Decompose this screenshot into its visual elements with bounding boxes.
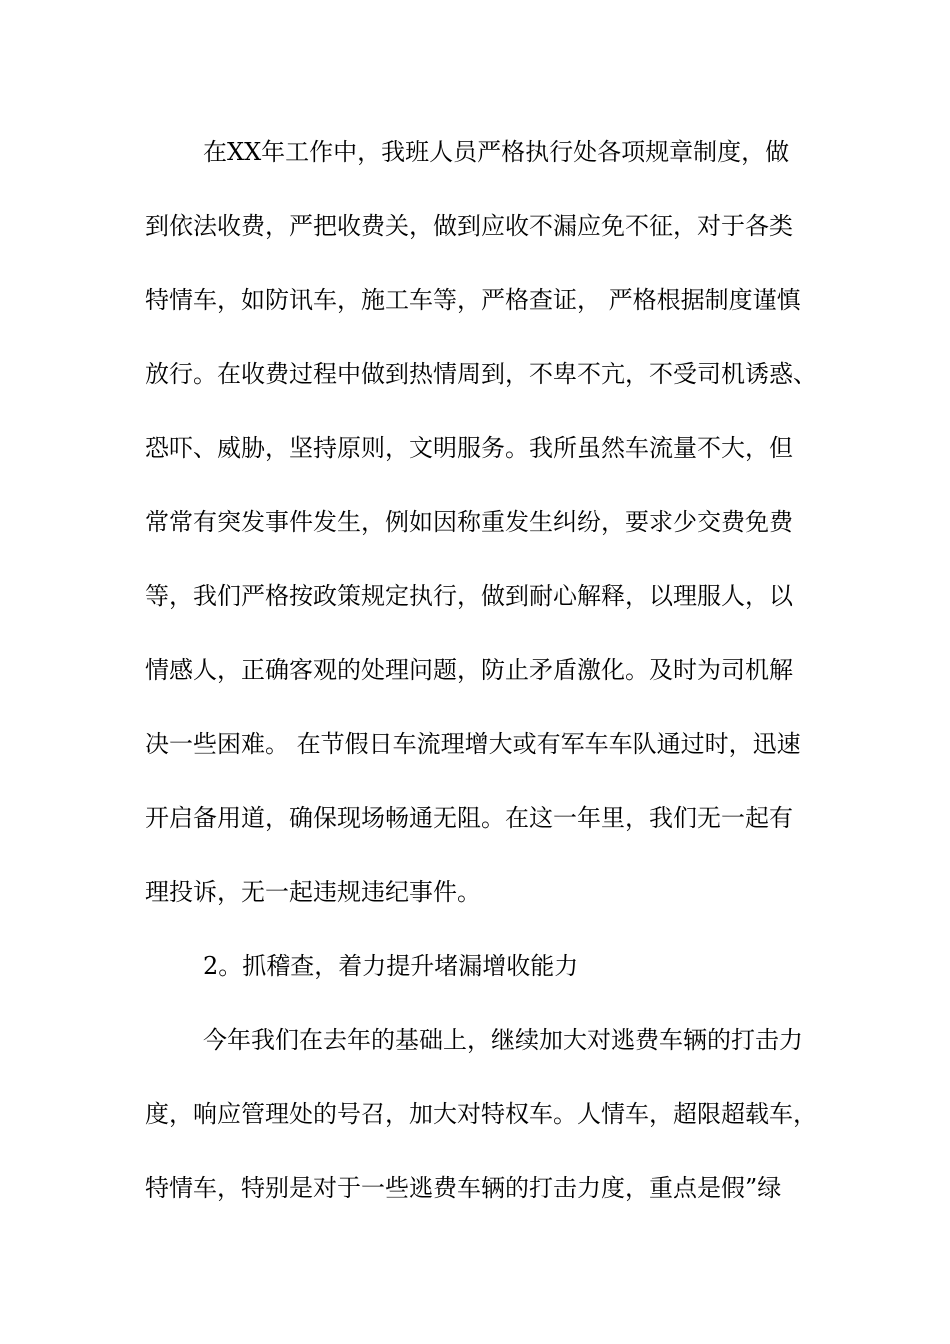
paragraph-line: 等，我们严格按政策规定执行，做到耐心解释，以理服人，以 <box>145 582 793 610</box>
paragraph-line: 特情车，如防讯车，施工车等，严格查证， 严格根据制度谨慎 <box>145 286 801 314</box>
paragraph-line: 在XX年工作中，我班人员严格执行处各项规章制度，做 <box>203 138 790 166</box>
paragraph-line: 到依法收费，严把收费关，做到应收不漏应免不征，对于各类 <box>145 212 793 240</box>
paragraph-line: 放行。在收费过程中做到热情周到，不卑不亢，不受司机诱惑、 <box>145 360 817 388</box>
paragraph-line: 常常有突发事件发生，例如因称重发生纠纷，要求少交费免费 <box>145 508 793 536</box>
paragraph-line: 今年我们在去年的基础上，继续加大对逃费车辆的打击力 <box>203 1026 803 1054</box>
paragraph-line: 理投诉，无一起违规违纪事件。 <box>145 878 481 906</box>
paragraph-line: 开启备用道，确保现场畅通无阻。在这一年里，我们无一起有 <box>145 804 793 832</box>
document-body <box>145 127 825 1237</box>
paragraph-line: 情感人，正确客观的处理问题，防止矛盾激化。及时为司机解 <box>145 656 793 684</box>
paragraph-line: 决一些困难。 在节假日车流理增大或有军车车队通过时，迅速 <box>145 730 801 758</box>
paragraph-line: 特情车，特别是对于一些逃费车辆的打击力度，重点是假”绿 <box>145 1174 782 1202</box>
section-heading: 2。抓稽查，着力提升堵漏增收能力 <box>203 952 579 980</box>
paragraph-line: 恐吓、威胁，坚持原则，文明服务。我所虽然车流量不大，但 <box>145 434 793 462</box>
paragraph-line: 度，响应管理处的号召，加大对特权车。人情车，超限超载车， <box>145 1100 817 1128</box>
